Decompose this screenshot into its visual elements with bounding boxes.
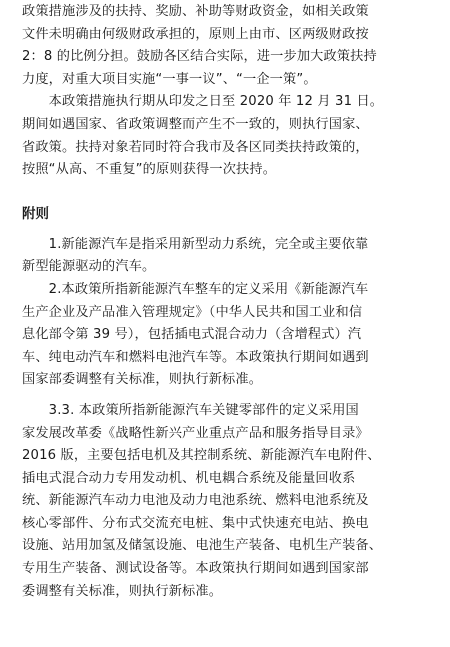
text-line: 专用生产装备、测试设备等。本政策执行期间如遇到国家部 [22, 561, 369, 577]
text-line: 政策措施涉及的扶持、奖励、补助等财政资金，如相关政策 [22, 4, 369, 19]
text-line: 息化部令第 39 号），包括插电式混合动力（含增程式）汽 [22, 327, 362, 343]
text-line: 车、纯电动汽车和燃料电池汽车等。本政策执行期间如遇到 [22, 349, 369, 365]
appendix-item-2 [22, 279, 434, 392]
validity-paragraph [22, 91, 434, 181]
text-line: 文件未明确由何级财政承担的，原则上由市、区两级财政按 [22, 26, 369, 42]
text-line: 1.新能源汽车是指采用新型动力系统，完全或主要依靠 [22, 236, 369, 252]
text-line: 本政策措施执行期从印发之日至 2020 年 12 月 31 日。 [22, 94, 384, 110]
text-line: 按照“从高、不重复”的原则获得一次扶持。 [22, 162, 277, 178]
text-line: 省政策。扶持对象若同时符合我市及各区同类扶持政策的， [22, 139, 369, 155]
text-line: 生产企业及产品准入管理规定》（中华人民共和国工业和信 [22, 304, 363, 320]
appendix-item-3 [22, 400, 434, 603]
text-line: 新型能源驱动的汽车。 [22, 259, 156, 275]
text-line: 力度，对重大项目实施“一事一议”、“一企一策”。 [22, 71, 317, 87]
text-line: 2016 版，主要包括电机及其控制系统、新能源汽车电附件、 [22, 448, 381, 464]
appendix-heading: 附则 [22, 205, 49, 222]
text-line: 统、新能源汽车动力电池及动力电池系统、燃料电池系统及 [22, 493, 369, 509]
text-line: 插电式混合动力专用发动机、机电耦合系统及能量回收系 [22, 470, 356, 486]
text-line: 家发展改革委《战略性新兴产业重点产品和服务指导目录》 [22, 425, 369, 441]
text-line: 委调整有关标准，则执行新标准。 [22, 583, 223, 599]
funding-paragraph [22, 0, 434, 91]
appendix-item-1 [22, 234, 434, 279]
text-line: 2：8 的比例分担。鼓励各区结合实际，进一步加大政策扶持 [22, 49, 377, 65]
text-line: 核心零部件、分布式交流充电桩、集中式快速充电站、换电 [22, 515, 369, 531]
text-line: 国家部委调整有关标准，则执行新标准。 [22, 372, 263, 388]
text-line: 设施、站用加氢及储氢设施、电池生产装备、电机生产装备、 [22, 538, 383, 554]
text-line: 期间如遇国家、省政策调整而产生不一致的，则执行国家、 [22, 116, 369, 132]
text-line: 3.3. 本政策所指新能源汽车关键零部件的定义采用国 [22, 402, 359, 418]
text-line: 2.本政策所指新能源汽车整车的定义采用《新能源汽车 [22, 281, 369, 297]
